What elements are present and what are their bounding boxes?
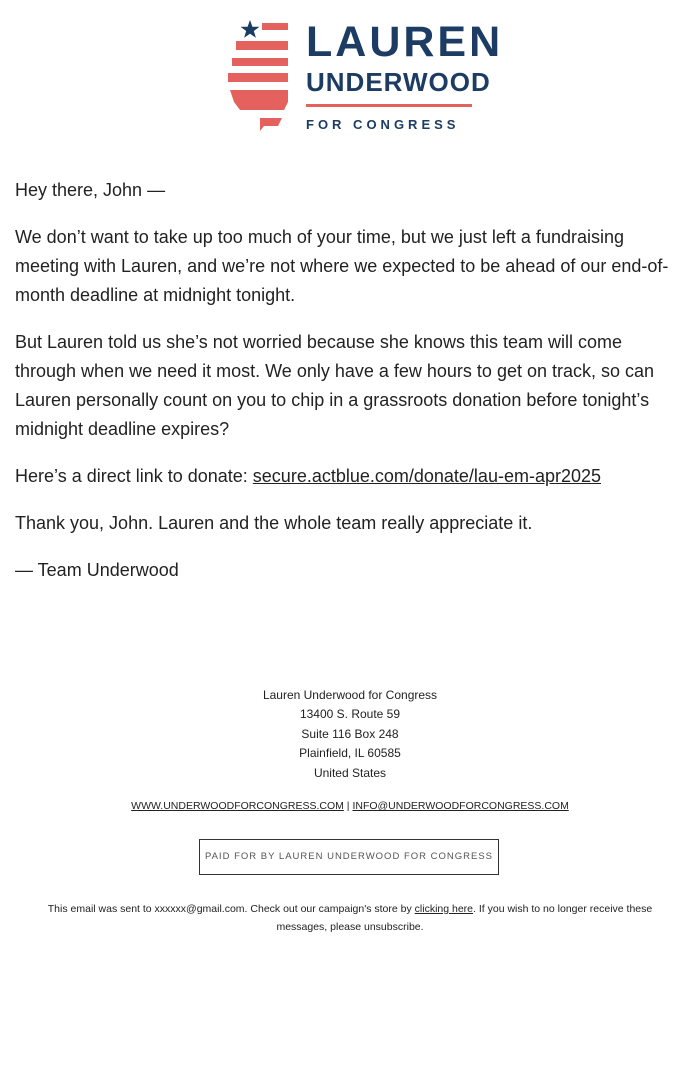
logo-name-first: LAUREN [306, 18, 504, 66]
unsubscribe-notice [25, 900, 675, 936]
body-paragraph-1: We don’t want to take up too much of your time, but we just left a fundraising meeting with Lauren, and we’re not where we expected to be ahead of our end-of-month deadline at midnight tonight. [15, 227, 669, 305]
link-separator: | [343, 800, 353, 812]
footer-address [0, 686, 700, 783]
donate-link[interactable]: secure.actblue.com/donate/lau-em-apr2025 [252, 466, 602, 486]
email-body [15, 176, 675, 603]
greeting: Hey there, John — [15, 180, 166, 200]
footer-country: United States [313, 765, 387, 780]
donate-line [15, 462, 675, 491]
star-icon [241, 20, 260, 38]
footer-city: Plainfield, IL 60585 [299, 746, 401, 761]
footer-org: Lauren Underwood for Congress [262, 688, 438, 702]
thanks-paragraph: Thank you, John. Lauren and the whole team really appreciate it. [15, 513, 533, 533]
donate-prefix: Here’s a direct link to donate: [15, 466, 253, 486]
footer-suite: Suite 116 Box 248 [301, 726, 399, 741]
notice-text-2: . If you wish to no longer receive these messages, please unsubscribe. [276, 903, 653, 933]
website-link[interactable]: WWW.UNDERWOODFORCONGRESS.COM [131, 800, 344, 812]
paid-for-disclaimer: PAID FOR BY LAUREN UNDERWOOD FOR CONGRESS [199, 839, 499, 875]
body-paragraph-2: But Lauren told us she’s not worried because she knows this team will come through when we need it most. We only have a few hours to get on track, so can Lauren personally count on you to chip in a grassroots donation before tonight’s midnight deadline expires? [15, 332, 655, 439]
notice-text-1: This email was sent to xxxxxx@gmail.com. Check out our campaign's store by [47, 903, 415, 915]
store-link[interactable]: clicking here [414, 903, 474, 915]
email-link[interactable]: INFO@UNDERWOODFORCONGRESS.COM [352, 800, 569, 812]
logo-tagline: FOR CONGRESS [306, 117, 460, 132]
logo-divider [306, 104, 472, 107]
campaign-logo [226, 18, 504, 136]
logo-name-last: UNDERWOOD [306, 67, 491, 97]
footer-street: 13400 S. Route 59 [299, 707, 401, 722]
footer-links [0, 798, 700, 814]
signoff: — Team Underwood [15, 560, 179, 580]
illinois-flag-stripes-icon [226, 18, 292, 133]
